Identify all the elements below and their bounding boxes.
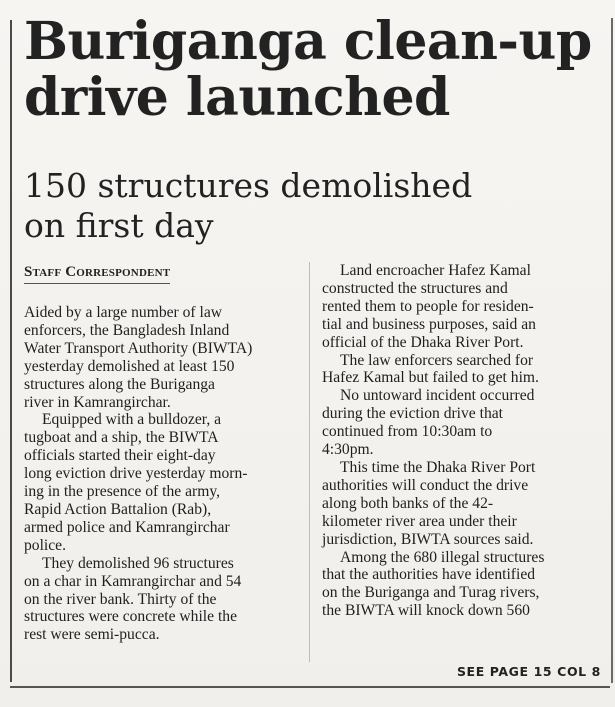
text-line: along both banks of the 42- <box>322 494 494 512</box>
text-line: Land encroacher Hafez Kamal <box>340 262 531 279</box>
left-column <box>24 262 296 644</box>
text-line: constructed the structures and <box>322 279 508 297</box>
text-line: on the river bank. Thirty of the <box>24 590 217 608</box>
paragraph <box>322 459 594 549</box>
text-line: Rapid Action Battalion (Rab), <box>24 500 212 518</box>
subheadline <box>24 166 604 246</box>
text-line: rented them to people for residen- <box>322 297 534 315</box>
text-line: Aided by a large number of law <box>24 304 223 321</box>
text-line: No untoward incident occurred <box>340 387 535 405</box>
text-line: kilometer river area under their <box>322 512 517 530</box>
text-line: Water Transport Authority (BIWTA) <box>24 339 253 357</box>
right-border-rule <box>611 18 613 683</box>
text-line: tial and business purposes, said an <box>322 315 536 333</box>
text-line: that the authorities have identified <box>322 566 536 584</box>
text-line: armed police and Kamrangirchar <box>24 518 230 536</box>
headline-line-1: Buriganga clean-up <box>24 11 592 72</box>
headline-line-2: drive launched <box>24 67 450 128</box>
right-column-body <box>322 262 594 620</box>
text-line: structures were concrete while the <box>24 608 238 626</box>
paragraph <box>24 304 296 411</box>
text-line: long eviction drive yesterday morn- <box>24 465 248 483</box>
text-line: yesterday demolished at least 150 <box>24 357 235 375</box>
text-line: police. <box>24 536 66 554</box>
text-line: rest were semi-pucca. <box>24 626 160 644</box>
text-line: tugboat and a ship, the BIWTA <box>24 429 219 447</box>
right-column <box>322 262 594 620</box>
text-line: authorities will conduct the drive <box>322 476 529 494</box>
text-line: on a char in Kamrangirchar and 54 <box>24 572 242 590</box>
text-line: Among the 680 illegal structures <box>340 548 545 566</box>
paragraph <box>322 262 594 352</box>
text-line: ing in the presence of the army, <box>24 483 221 501</box>
text-line: They demolished 96 structures <box>42 554 234 572</box>
text-line: structures along the Buriganga <box>24 375 215 393</box>
paragraph <box>322 549 594 621</box>
text-line: officials started their eight-day <box>24 447 216 465</box>
paragraph <box>322 387 594 459</box>
text-line: on the Buriganga and Turag rivers, <box>322 584 540 602</box>
paragraph <box>24 555 296 645</box>
text-line: continued from 10:30am to <box>322 423 493 441</box>
bottom-border-rule <box>10 686 610 688</box>
subheadline-line-2: on first day <box>24 206 214 245</box>
text-line: enforcers, the Bangladesh Inland <box>24 321 230 339</box>
byline: Staff Correspondent <box>24 262 170 284</box>
text-line: 4:30pm. <box>322 441 374 459</box>
text-line: Equipped with a bulldozer, a <box>42 411 222 429</box>
text-line: during the eviction drive that <box>322 405 504 423</box>
subheadline-line-1: 150 structures demolished <box>24 166 473 205</box>
continued-jump-line: SEE PAGE 15 COL 8 <box>456 664 601 679</box>
text-line: official of the Dhaka River Port. <box>322 333 524 351</box>
paragraph <box>24 411 296 554</box>
text-line: jurisdiction, BIWTA sources said. <box>322 530 534 548</box>
headline <box>24 11 604 128</box>
left-column-body <box>24 304 296 644</box>
column-divider <box>309 262 310 662</box>
text-line: river in Kamrangirchar. <box>24 393 171 411</box>
text-line: Hafez Kamal but failed to get him. <box>322 369 539 387</box>
text-line: The law enforcers searched for <box>340 351 534 369</box>
text-line: This time the Dhaka River Port <box>340 458 536 476</box>
left-border-rule <box>10 20 12 682</box>
paragraph <box>322 352 594 388</box>
text-line: the BIWTA will knock down 560 <box>322 602 530 620</box>
